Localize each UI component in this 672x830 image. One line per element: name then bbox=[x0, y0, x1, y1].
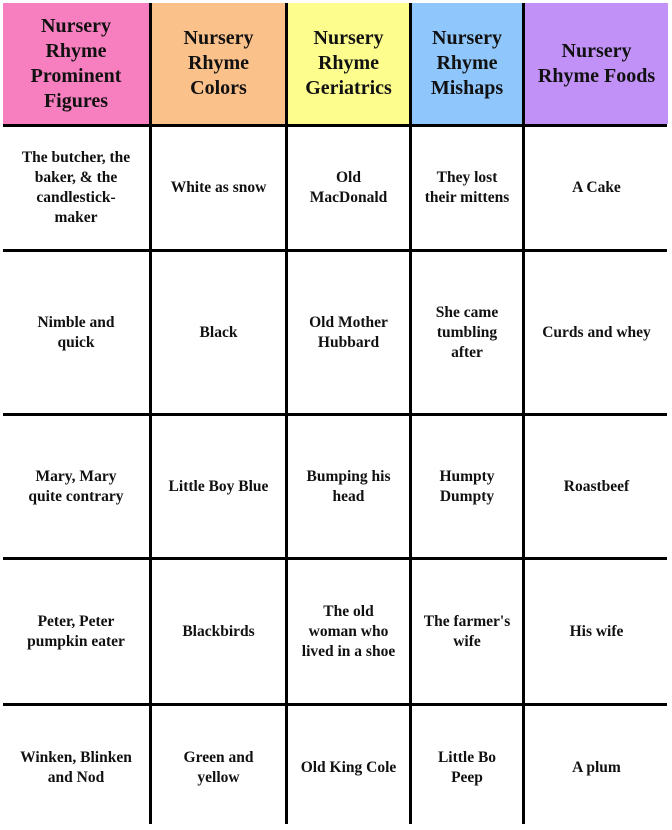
board-cell[interactable]: Nimble and quick bbox=[3, 252, 149, 413]
board-cell[interactable]: The farmer's wife bbox=[412, 560, 522, 703]
category-header-figures: Nursery Rhyme Prominent Figures bbox=[3, 3, 149, 124]
board-cell[interactable]: Blackbirds bbox=[152, 560, 285, 703]
board-cell[interactable]: A Cake bbox=[525, 127, 668, 249]
category-header-foods: Nursery Rhyme Foods bbox=[525, 3, 668, 124]
board-cell[interactable]: Old MacDonald bbox=[288, 127, 409, 249]
board-cell[interactable]: His wife bbox=[525, 560, 668, 703]
board-cell[interactable]: Old Mother Hubbard bbox=[288, 252, 409, 413]
board-cell[interactable]: Winken, Blinken and Nod bbox=[3, 706, 149, 830]
board-cell[interactable]: Bumping his head bbox=[288, 416, 409, 557]
board-cell[interactable]: The old woman who lived in a shoe bbox=[288, 560, 409, 703]
board-cell[interactable]: Black bbox=[152, 252, 285, 413]
board-cell[interactable]: Green and yellow bbox=[152, 706, 285, 830]
trivia-board bbox=[3, 3, 667, 824]
board-cell[interactable]: A plum bbox=[525, 706, 668, 830]
board-cell[interactable]: Roastbeef bbox=[525, 416, 668, 557]
board-cell[interactable]: They lost their mittens bbox=[412, 127, 522, 249]
board-cell[interactable]: Humpty Dumpty bbox=[412, 416, 522, 557]
board-cell[interactable]: Curds and whey bbox=[525, 252, 668, 413]
category-header-colors: Nursery Rhyme Colors bbox=[152, 3, 285, 124]
board-cell[interactable]: Peter, Peter pumpkin eater bbox=[3, 560, 149, 703]
category-header-mishaps: Nursery Rhyme Mishaps bbox=[412, 3, 522, 124]
board-cell[interactable]: Old King Cole bbox=[288, 706, 409, 830]
category-header-geriatrics: Nursery Rhyme Geriatrics bbox=[288, 3, 409, 124]
board-cell[interactable]: The butcher, the baker, & the candlestick- maker bbox=[3, 127, 149, 249]
board-cell[interactable]: Little Boy Blue bbox=[152, 416, 285, 557]
board-cell[interactable]: Mary, Mary quite contrary bbox=[3, 416, 149, 557]
board-cell[interactable]: White as snow bbox=[152, 127, 285, 249]
board-cell[interactable]: She came tumbling after bbox=[412, 252, 522, 413]
board-cell[interactable]: Little Bo Peep bbox=[412, 706, 522, 830]
